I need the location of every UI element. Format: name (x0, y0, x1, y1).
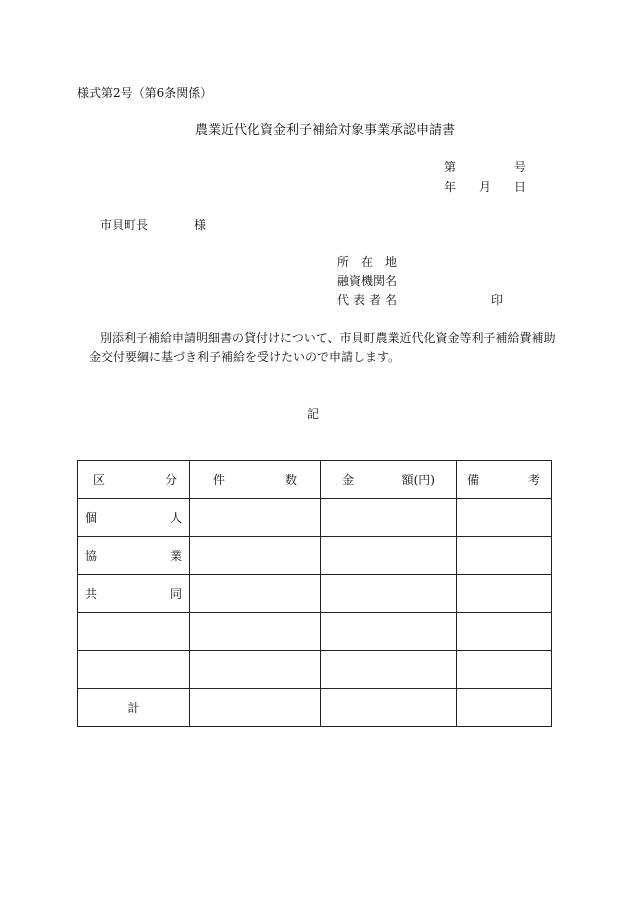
header-char: 備 (467, 473, 480, 487)
header-remarks (457, 461, 552, 499)
total-label: 計 (127, 701, 140, 715)
count-cell[interactable] (190, 575, 321, 613)
applicant-representative-label (337, 292, 397, 308)
amount-cell[interactable] (321, 499, 457, 537)
header-count (190, 461, 321, 499)
remarks-cell[interactable] (457, 651, 552, 689)
header-char: 金 (342, 473, 355, 487)
label-char: 在 (360, 255, 373, 269)
amount-cell[interactable] (321, 575, 457, 613)
table-row (78, 499, 552, 537)
applicant-institution-label: 融資機関名 (337, 274, 398, 288)
row-label-cell[interactable] (78, 613, 190, 651)
count-cell[interactable] (190, 613, 321, 651)
row-label-cell (78, 499, 190, 537)
document-number (444, 159, 526, 175)
remarks-cell[interactable] (457, 689, 552, 727)
row-label-char: 共 (85, 587, 98, 601)
remarks-cell[interactable] (457, 575, 552, 613)
label-char: 地 (384, 255, 397, 269)
applicant-address-label (337, 254, 397, 270)
table-row (78, 651, 552, 689)
addressee-name: 市貝町長 (100, 218, 149, 232)
count-cell[interactable] (190, 689, 321, 727)
table-row (78, 575, 552, 613)
label-char: 所 (337, 255, 350, 269)
date-month: 月 (478, 180, 491, 194)
header-amount (321, 461, 457, 499)
header-category (78, 461, 190, 499)
table-row (78, 537, 552, 575)
ki-heading: 記 (307, 407, 320, 421)
table-total-row (78, 689, 552, 727)
remarks-cell[interactable] (457, 537, 552, 575)
row-label-char: 協 (85, 549, 98, 563)
document-title: 農業近代化資金利子補給対象事業承認申請書 (195, 123, 456, 138)
row-label-char: 人 (169, 511, 182, 525)
row-label-cell (78, 537, 190, 575)
label-char: 表 (352, 293, 365, 307)
doc-number-dai: 第 (444, 160, 457, 174)
header-char: 額(円) (401, 473, 435, 487)
body-text-line-1: 別添利子補給申請明細書の貸付けについて、市貝町農業近代化資金等利子補給費補助 (100, 331, 556, 345)
label-char: 代 (337, 293, 350, 307)
total-label-cell (78, 689, 190, 727)
form-number: 様式第2号（第6条関係） (77, 86, 213, 100)
header-char: 数 (284, 473, 297, 487)
doc-number-go: 号 (513, 160, 526, 174)
row-label-char: 業 (169, 549, 182, 563)
addressee-honorific: 様 (194, 218, 207, 232)
amount-cell[interactable] (321, 689, 457, 727)
document-date (444, 179, 526, 195)
date-day: 日 (513, 180, 526, 194)
count-cell[interactable] (190, 537, 321, 575)
row-label-char: 同 (169, 587, 182, 601)
table-row (78, 613, 552, 651)
amount-cell[interactable] (321, 651, 457, 689)
body-text-line-2: 金交付要綱に基づき利子補給を受けたいので申請します。 (89, 350, 401, 364)
remarks-cell[interactable] (457, 499, 552, 537)
amount-cell[interactable] (321, 537, 457, 575)
label-char: 名 (384, 293, 397, 307)
count-cell[interactable] (190, 499, 321, 537)
header-char: 区 (93, 473, 106, 487)
seal-mark: 印 (491, 293, 504, 307)
count-cell[interactable] (190, 651, 321, 689)
header-char: 件 (213, 473, 226, 487)
header-char: 分 (164, 473, 177, 487)
table-header-row (78, 461, 552, 499)
row-label-char: 個 (85, 511, 98, 525)
remarks-cell[interactable] (457, 613, 552, 651)
header-char: 考 (527, 473, 540, 487)
date-year: 年 (444, 180, 457, 194)
amount-cell[interactable] (321, 613, 457, 651)
row-label-cell (78, 575, 190, 613)
application-table (77, 460, 552, 727)
label-char: 者 (368, 293, 381, 307)
row-label-cell[interactable] (78, 651, 190, 689)
